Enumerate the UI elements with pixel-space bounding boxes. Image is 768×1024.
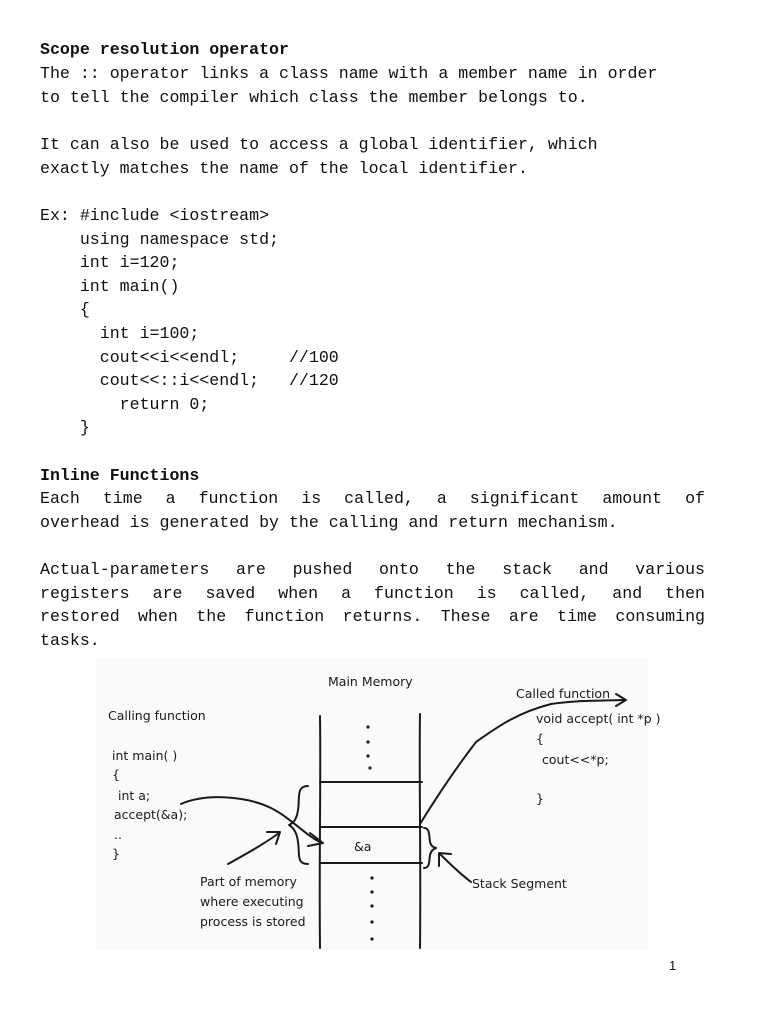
calling-code-line: } <box>112 846 120 861</box>
stack-cell-label: &a <box>354 839 372 854</box>
section-heading-scope-resolution: Scope resolution operator <box>40 40 289 59</box>
code-line: Ex: #include <iostream> <box>40 206 270 225</box>
paragraph-line: registers are saved when a function is called, and then <box>40 584 705 603</box>
paragraph-line: to tell the compiler which class the member belongs to. <box>40 88 588 107</box>
paragraph-line: The :: operator links a class name with a member name in order <box>40 64 658 83</box>
paragraph-line: restored when the function returns. These are time consuming <box>40 607 705 626</box>
page-number: 1 <box>669 958 677 973</box>
code-line: return 0; <box>40 395 210 414</box>
calling-code-line: .. <box>114 827 122 842</box>
calling-code-line: int main( ) <box>112 748 178 763</box>
stack-segment-label: Stack Segment <box>472 876 567 891</box>
code-line: int main() <box>40 277 180 296</box>
memory-diagram <box>96 658 661 950</box>
called-code-line: cout<<*p; <box>542 752 609 767</box>
part-of-memory-label: Part of memory <box>200 874 297 889</box>
calling-code-line: int a; <box>118 788 151 803</box>
paragraph-line: exactly matches the name of the local identifier. <box>40 159 528 178</box>
code-line: { <box>40 300 90 319</box>
paragraph-line: Actual-parameters are pushed onto the stack and various <box>40 560 705 579</box>
part-of-memory-label: process is stored <box>200 914 306 929</box>
called-code-line: } <box>536 791 544 806</box>
called-code-line: { <box>536 731 544 746</box>
code-line: cout<<::i<<endl; //120 <box>40 371 339 390</box>
code-line: int i=120; <box>40 253 180 272</box>
paragraph-line: It can also be used to access a global identifier, which <box>40 135 598 154</box>
paragraph-line: tasks. <box>40 631 100 650</box>
called-function-title: Called function <box>516 686 610 701</box>
main-memory-label: Main Memory <box>328 674 413 689</box>
section-heading-inline-functions: Inline Functions <box>40 466 200 485</box>
code-line: } <box>40 418 90 437</box>
code-line: int i=100; <box>40 324 200 343</box>
calling-code-line: { <box>112 767 120 782</box>
part-of-memory-label: where executing <box>200 894 304 909</box>
paragraph-line: overhead is generated by the calling and return mechanism. <box>40 513 618 532</box>
calling-code-line: accept(&a); <box>114 807 188 822</box>
continuation-dots <box>366 725 373 940</box>
code-line: cout<<i<<endl; //100 <box>40 348 339 367</box>
code-line: using namespace std; <box>40 230 279 249</box>
paragraph-line: Each time a function is called, a significant amount of <box>40 489 705 508</box>
called-code-line: void accept( int *p ) <box>536 711 661 726</box>
calling-function-title: Calling function <box>108 708 206 723</box>
